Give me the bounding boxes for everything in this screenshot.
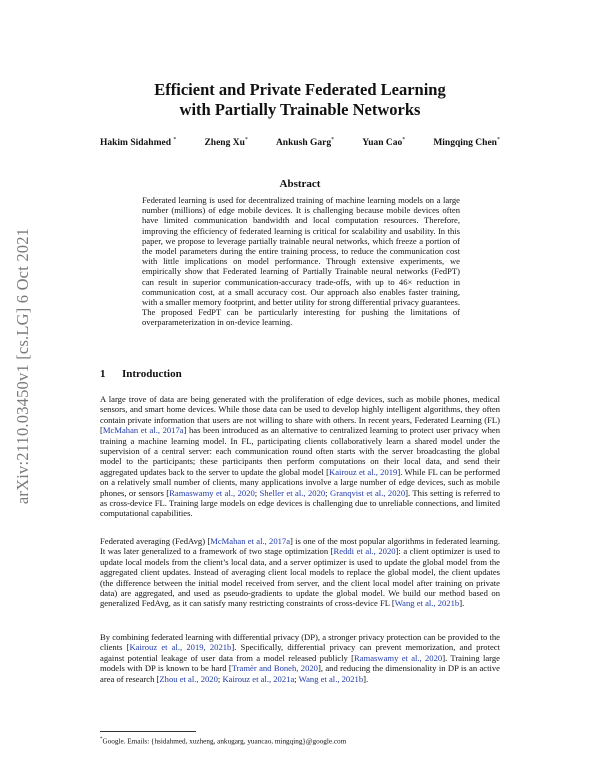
footnote: *Google. Emails: {hsidahmed, xuzheng, ankugarg, yuancao, mingqing}@google.com — [100, 737, 347, 746]
citation-link[interactable]: Tramèr and Boneh, 2020 — [231, 663, 318, 674]
citation-link[interactable]: McMahan et al., 2017a — [210, 536, 291, 546]
abstract-text: Federated learning is used for decentralized training of machine learning models on a large number (millions) of edge mobile devices. It is challenging because mobile devices often have limited communication bandwidth and local computation resources. Therefore, improving the efficiency of federated learning is critical for scalability and usability. In this paper, we propose to leverage partially trainable neural networks, which freeze a portion of the model parameters during the entire training process, to reduce the communication cost with little implications on model performance. Through extensive experiments, we empirically show that Federated learning of Partially Trainable neural networks (FedPT) can result in superior communication-accuracy trade-offs, with up to 46× reduction in communication cost, at a small accuracy cost. Our approach also enables faster training, with a smaller memory footprint, and better utility for strong differential privacy guarantees. The proposed FedPT can be particularly interesting for pushing the limitations of overparameterization in on-device learning. — [142, 195, 460, 328]
title-line-1: Efficient and Private Federated Learning — [154, 80, 446, 99]
author: Ankush Garg* — [275, 137, 335, 149]
intro-paragraph-3: By combining federated learning with differential privacy (DP), a stronger privacy protection can be provided to the clients [Kairouz et al., 2019, 2021b]. Specifically, differential privacy can prevent memorization, and protect against potential leakage of user data from a model released publicly [Ramaswamy et al., 2020]. Training large models with DP is known to be hard [Tramèr and Boneh, 2020], and reducing the dimensionality in DP is an active area of research [Zhou et al., 2020; Kairouz et al., 2021a; Wang et al., 2021b]. — [100, 632, 500, 684]
author: Yuan Cao* — [362, 137, 406, 149]
citation-link[interactable]: Wang et al., 2021b — [394, 598, 460, 609]
citation-link[interactable]: Zhou et al., 2020 — [159, 673, 218, 684]
citation-link[interactable]: Wang et al., 2021b — [298, 673, 364, 684]
author: Zheng Xu* — [204, 137, 248, 149]
intro-paragraph-2: Federated averaging (FedAvg) [McMahan et al., 2017a] is one of the most popular algorithms in federated learning. It was later generalized to a framework of two stage optimization [Reddi et al., 2020]: a client optimizer is used to update local models from the client’s local data, and a server optimizer is used to update the global model from the aggregated client updates. Instead of averaging client local models to replace the global model, the client updates (the difference between the initial model received from server, and the client local model after training on private data) are aggregated, and used as pseudo-gradients to update the global model. We build our method based on generalized FedAvg, as it can satisfy many restricting constraints of cross-device FL [Wang et al., 2021b]. — [100, 536, 501, 609]
citation-link[interactable]: Reddi et al., 2020 — [333, 546, 396, 557]
citation-link[interactable]: Kairouz et al., 2021a — [222, 673, 295, 684]
paper-title — [0, 80, 600, 120]
section-heading: 1 Introduction — [100, 368, 182, 380]
author: Hakim Sidahmed * — [100, 137, 177, 149]
citation-link[interactable]: Ramaswamy et al., 2020 — [169, 487, 255, 498]
citation-link[interactable]: McMahan et al., 2017a — [102, 425, 184, 436]
citation-link[interactable]: Sheller et al., 2020 — [259, 487, 326, 498]
citation-link[interactable]: Ramaswamy et al., 2020 — [354, 652, 443, 663]
citation-link[interactable]: Granqvist et al., 2020 — [330, 487, 406, 498]
title-line-2: with Partially Trainable Networks — [179, 100, 421, 119]
footnote-rule — [100, 731, 196, 732]
author-list — [100, 137, 500, 148]
author: Mingqing Chen* — [433, 137, 500, 149]
abstract-heading: Abstract — [279, 178, 321, 190]
citation-link[interactable]: Kairouz et al., 2019, 2021b — [129, 642, 232, 653]
arxiv-stamp: arXiv:2110.03450v1 [cs.LG] 6 Oct 2021 — [13, 227, 32, 505]
intro-paragraph-1: A large trove of data are being generated with the proliferation of edge devices, such as mobile phones, medical sensors, and smart home devices. While those data can be used to develop highly intelligent algorithms, they often contain private information that users are not willing to share with others. In recent years, Federated Learning (FL) [McMahan et al., 2017a] has been introduced as an alternative to centralized learning to protect user privacy when training a machine learning model. In FL, participating clients collaboratively learn a shared model under the supervision of a central server: each communication round often starts with the server broadcasting the global model to the participants; these participants then perform computations on their local data, and send their aggregated updates back to the server to update the global model [Kairouz et al., 2019]. While FL can be performed on a relatively small number of clients, many applications involve a large number of edge devices, such as mobile phones, or sensors [Ramaswamy et al., 2020; Sheller et al., 2020; Granqvist et al., 2020]. This setting is referred to as cross-device FL. Training large models on edge devices is challenging due to unreliable connections, and limited computational capabilities. — [100, 394, 501, 519]
citation-link[interactable]: Kairouz et al., 2019 — [329, 466, 398, 477]
